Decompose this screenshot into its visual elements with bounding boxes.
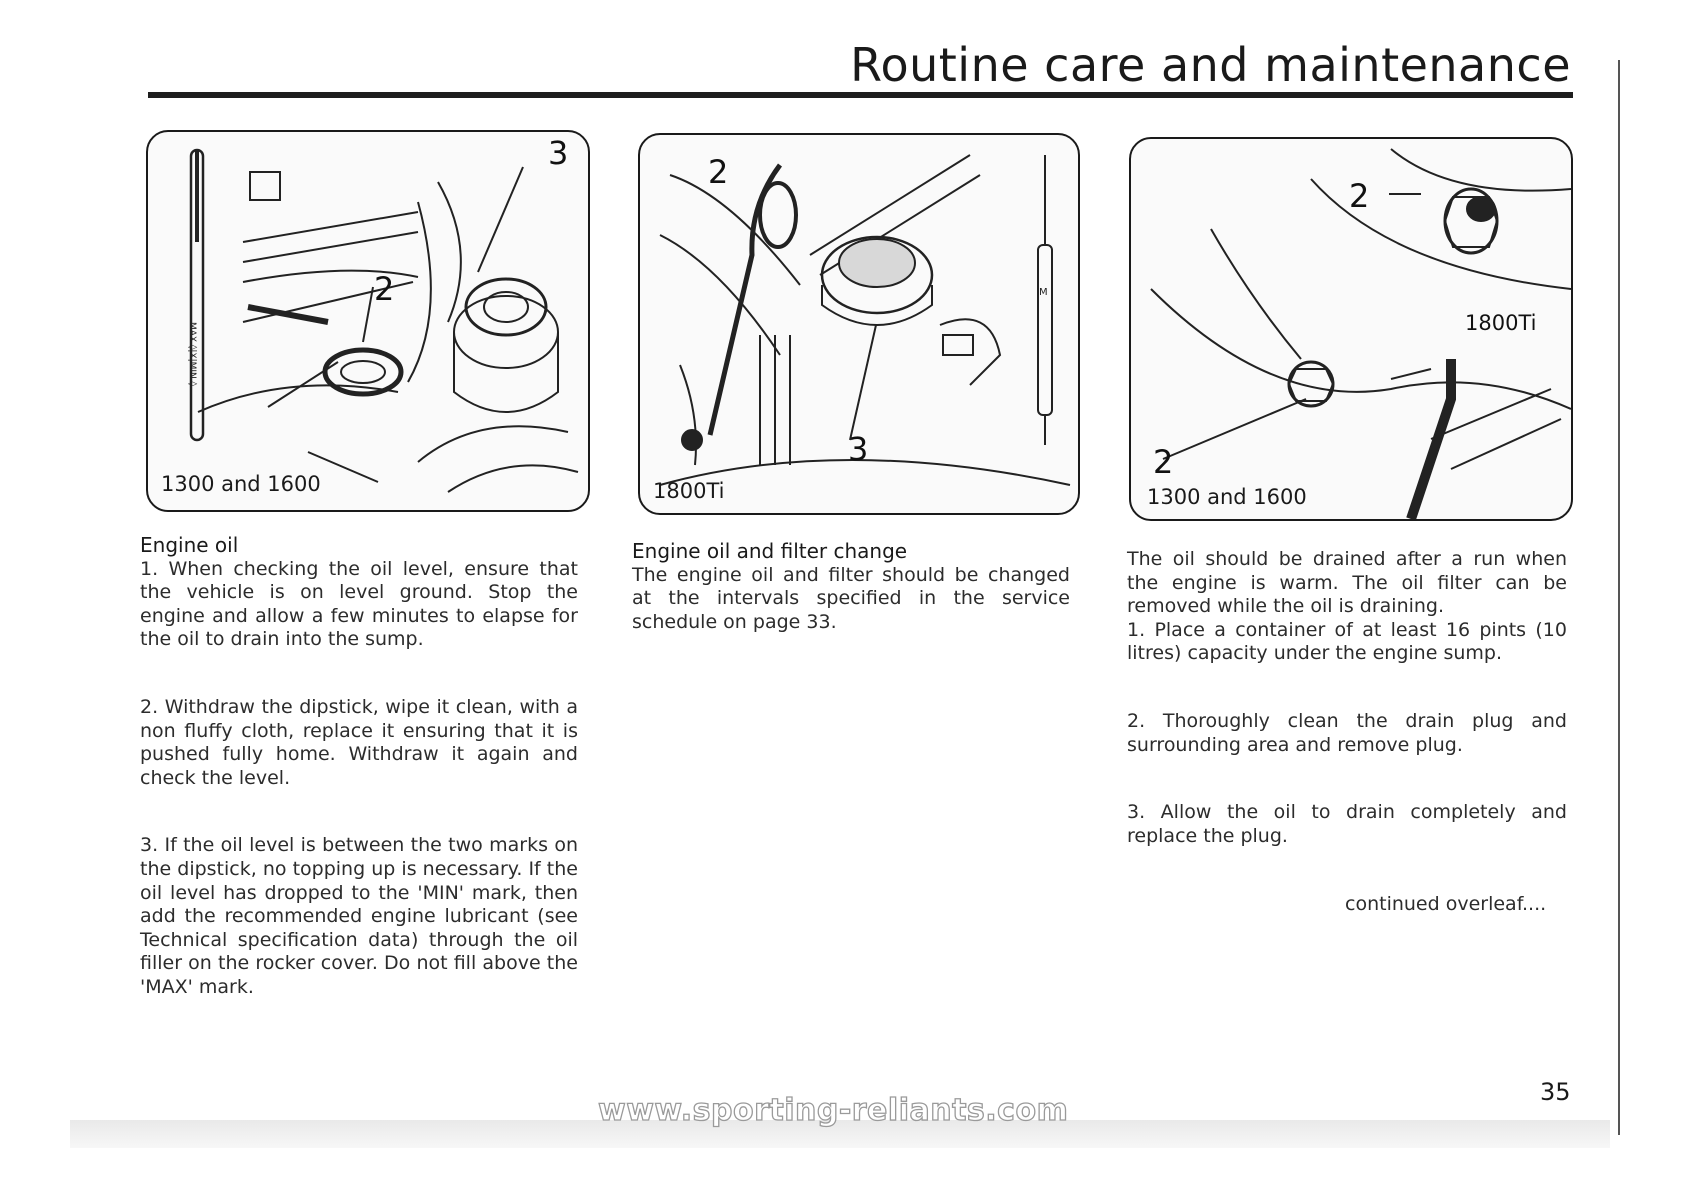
dipstick-illustration <box>148 132 588 510</box>
page-edge <box>1618 60 1620 1135</box>
figure-label: 1300 and 1600 <box>161 472 321 496</box>
step-paragraph: 2. Thoroughly clean the drain plug and surrounding area and remove plug. <box>1127 709 1567 756</box>
dipstick-marks: MAX ◊|X|MIN ◊ <box>187 322 197 387</box>
callout-oil-filler: 3 <box>548 134 569 172</box>
page-title: Routine care and maintenance <box>850 38 1571 92</box>
figure-drain-plug <box>1129 137 1573 521</box>
svg-text:M: M <box>1039 287 1048 298</box>
callout-dipstick: 2 <box>708 153 729 191</box>
callout-drain-plug-1800ti: 2 <box>1349 177 1370 215</box>
page-number: 35 <box>1540 1078 1571 1106</box>
section-heading: Engine oil and filter change <box>632 539 908 563</box>
column-oil-filter-change <box>632 540 1070 678</box>
section-heading: Engine oil <box>140 533 239 557</box>
figure-dipstick-1300-1600 <box>146 130 590 512</box>
figure-oil-filler-1800ti <box>638 133 1080 515</box>
body-paragraph: The engine oil and filter should be changed at the intervals specified in the service schedule on page 33. <box>632 563 1070 633</box>
title-rule <box>148 92 1573 98</box>
step-paragraph: 3. Allow the oil to drain completely and replace the plug. <box>1127 801 1567 847</box>
inset-label-1800ti: 1800Ti <box>1465 311 1537 335</box>
step-paragraph: 3. If the oil level is between the two marks on the dipstick, no topping up is necessary. If the oil level has dropped to the 'MIN' mark, then add the recommended engine lubricant (see Technical specification data) through the oil filler on the rocker cover. Do not fill above the 'MAX' mark. <box>140 834 578 998</box>
callout-dipstick: 2 <box>374 270 395 308</box>
intro-paragraph: The oil should be drained after a run when the engine is warm. The oil filter can be removed while the oil is draining. <box>1127 548 1567 618</box>
callout-oil-filler-cap: 3 <box>848 430 869 468</box>
figure-label: 1300 and 1600 <box>1147 485 1307 509</box>
step-paragraph: 1. Place a container of at least 16 pints (10 litres) capacity under the engine sump. <box>1127 618 1567 665</box>
figure-label: 1800Ti <box>653 479 725 503</box>
step-paragraph: 2. Withdraw the dipstick, wipe it clean, with a non fluffy cloth, replace it ensuring that it is pushed fully home. Withdraw it again and check the level. <box>140 695 578 789</box>
step-paragraph: 1. When checking the oil level, ensure that the vehicle is on level ground. Stop the engine and allow a few minutes to elapse for the oil to drain into the sump. <box>140 557 578 651</box>
column-drain <box>1127 548 1567 892</box>
continued-note: continued overleaf.... <box>1345 893 1547 915</box>
column-engine-oil <box>140 534 578 1044</box>
callout-drain-plug: 2 <box>1153 443 1174 481</box>
watermark-url: www.sporting-reliants.com <box>598 1093 1069 1128</box>
